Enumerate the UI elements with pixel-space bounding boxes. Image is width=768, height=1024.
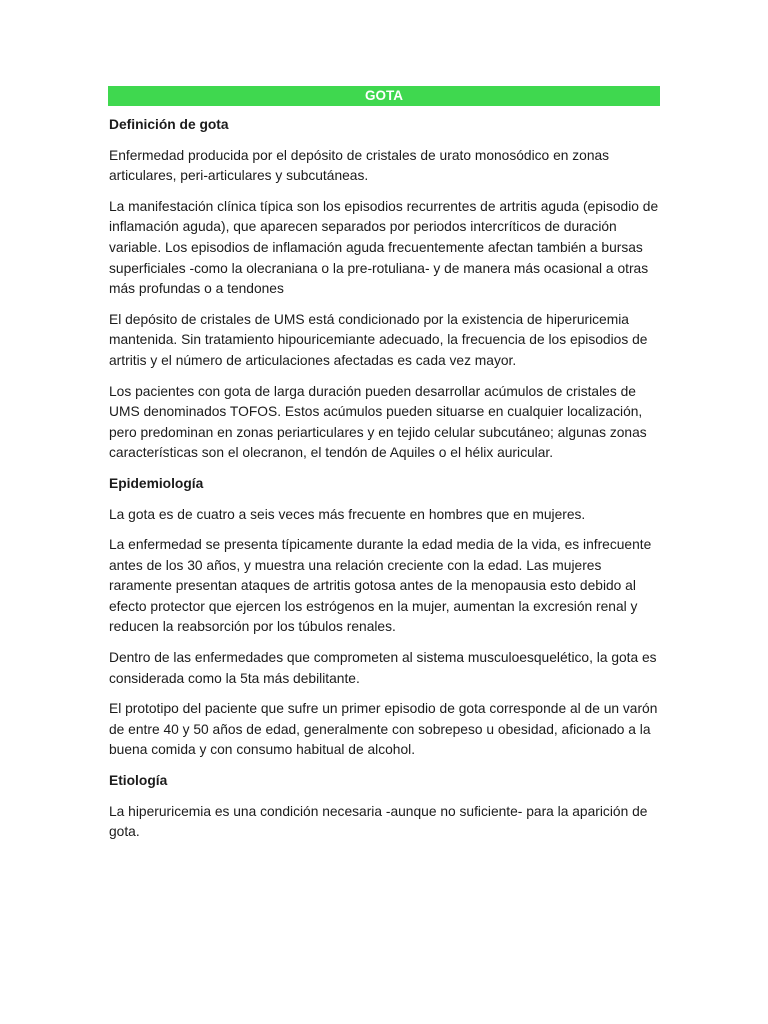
paragraph: La enfermedad se presenta típicamente durante la edad media de la vida, es infrecuente antes de los 30 años, y muestra una relación creciente con la edad. Las mujeres raramente presentan ataques de artritis gotosa antes de la menopausia esto debido al efecto protector que ejercen los estrógenos en la mujer, aumentan la excresión renal y reducen la reabsorción por los túbulos renales. [109, 537, 652, 635]
paragraph: El prototipo del paciente que sufre un primer episodio de gota corresponde al de un varón de entre 40 y 50 años de edad, generalmente con sobrepeso u obesidad, aficionado a la buena comida y con consumo habitual de alcohol. [109, 701, 658, 758]
section-etiologia [109, 771, 660, 843]
section-epidemiologia [109, 474, 660, 761]
paragraph: La manifestación clínica típica son los episodios recurrentes de artritis aguda (episodio de inflamación aguda), que aparecen separados por periodos intercríticos de duración variable. Los episodios de inflamación aguda frecuentemente afectan también a bursas superficiales -como la olecraniana o la pre-rotuliana- y de manera más ocasional a otras más profundas o a tendones [109, 198, 659, 297]
section-heading: Epidemiología [109, 475, 204, 491]
paragraph: Los pacientes con gota de larga duración pueden desarrollar acúmulos de cristales de UMS denominados TOFOS. Estos acúmulos pueden situarse en cualquier localización, pero predominan en zonas periarticulares y en tejido celular subcutáneo; algunas zonas características son el olecranon, el tendón de Aquiles o el hélix auricular. [109, 383, 647, 461]
document-title: GOTA [108, 86, 660, 106]
paragraph: Dentro de las enfermedades que comprometen al sistema musculoesquelético, la gota es considerada como la 5ta más debilitante. [109, 650, 657, 686]
section-heading: Etiología [109, 773, 168, 789]
section-definicion [109, 115, 660, 464]
paragraph: La hiperuricemia es una condición necesaria -aunque no suficiente- para la aparición de gota. [109, 803, 648, 840]
section-heading: Definición de gota [109, 117, 229, 132]
paragraph: La gota es de cuatro a seis veces más frecuente en hombres que en mujeres. [109, 506, 586, 522]
document-page [109, 86, 660, 853]
paragraph: Enfermedad producida por el depósito de cristales de urato monosódico en zonas articulares, peri-articulares y subcutáneas. [109, 147, 610, 184]
paragraph: El depósito de cristales de UMS está condicionado por la existencia de hiperuricemia mantenida. Sin tratamiento hipouricemiante adecuado, la frecuencia de los episodios de artritis y el número de articulaciones afectadas es cada vez mayor. [109, 311, 648, 368]
